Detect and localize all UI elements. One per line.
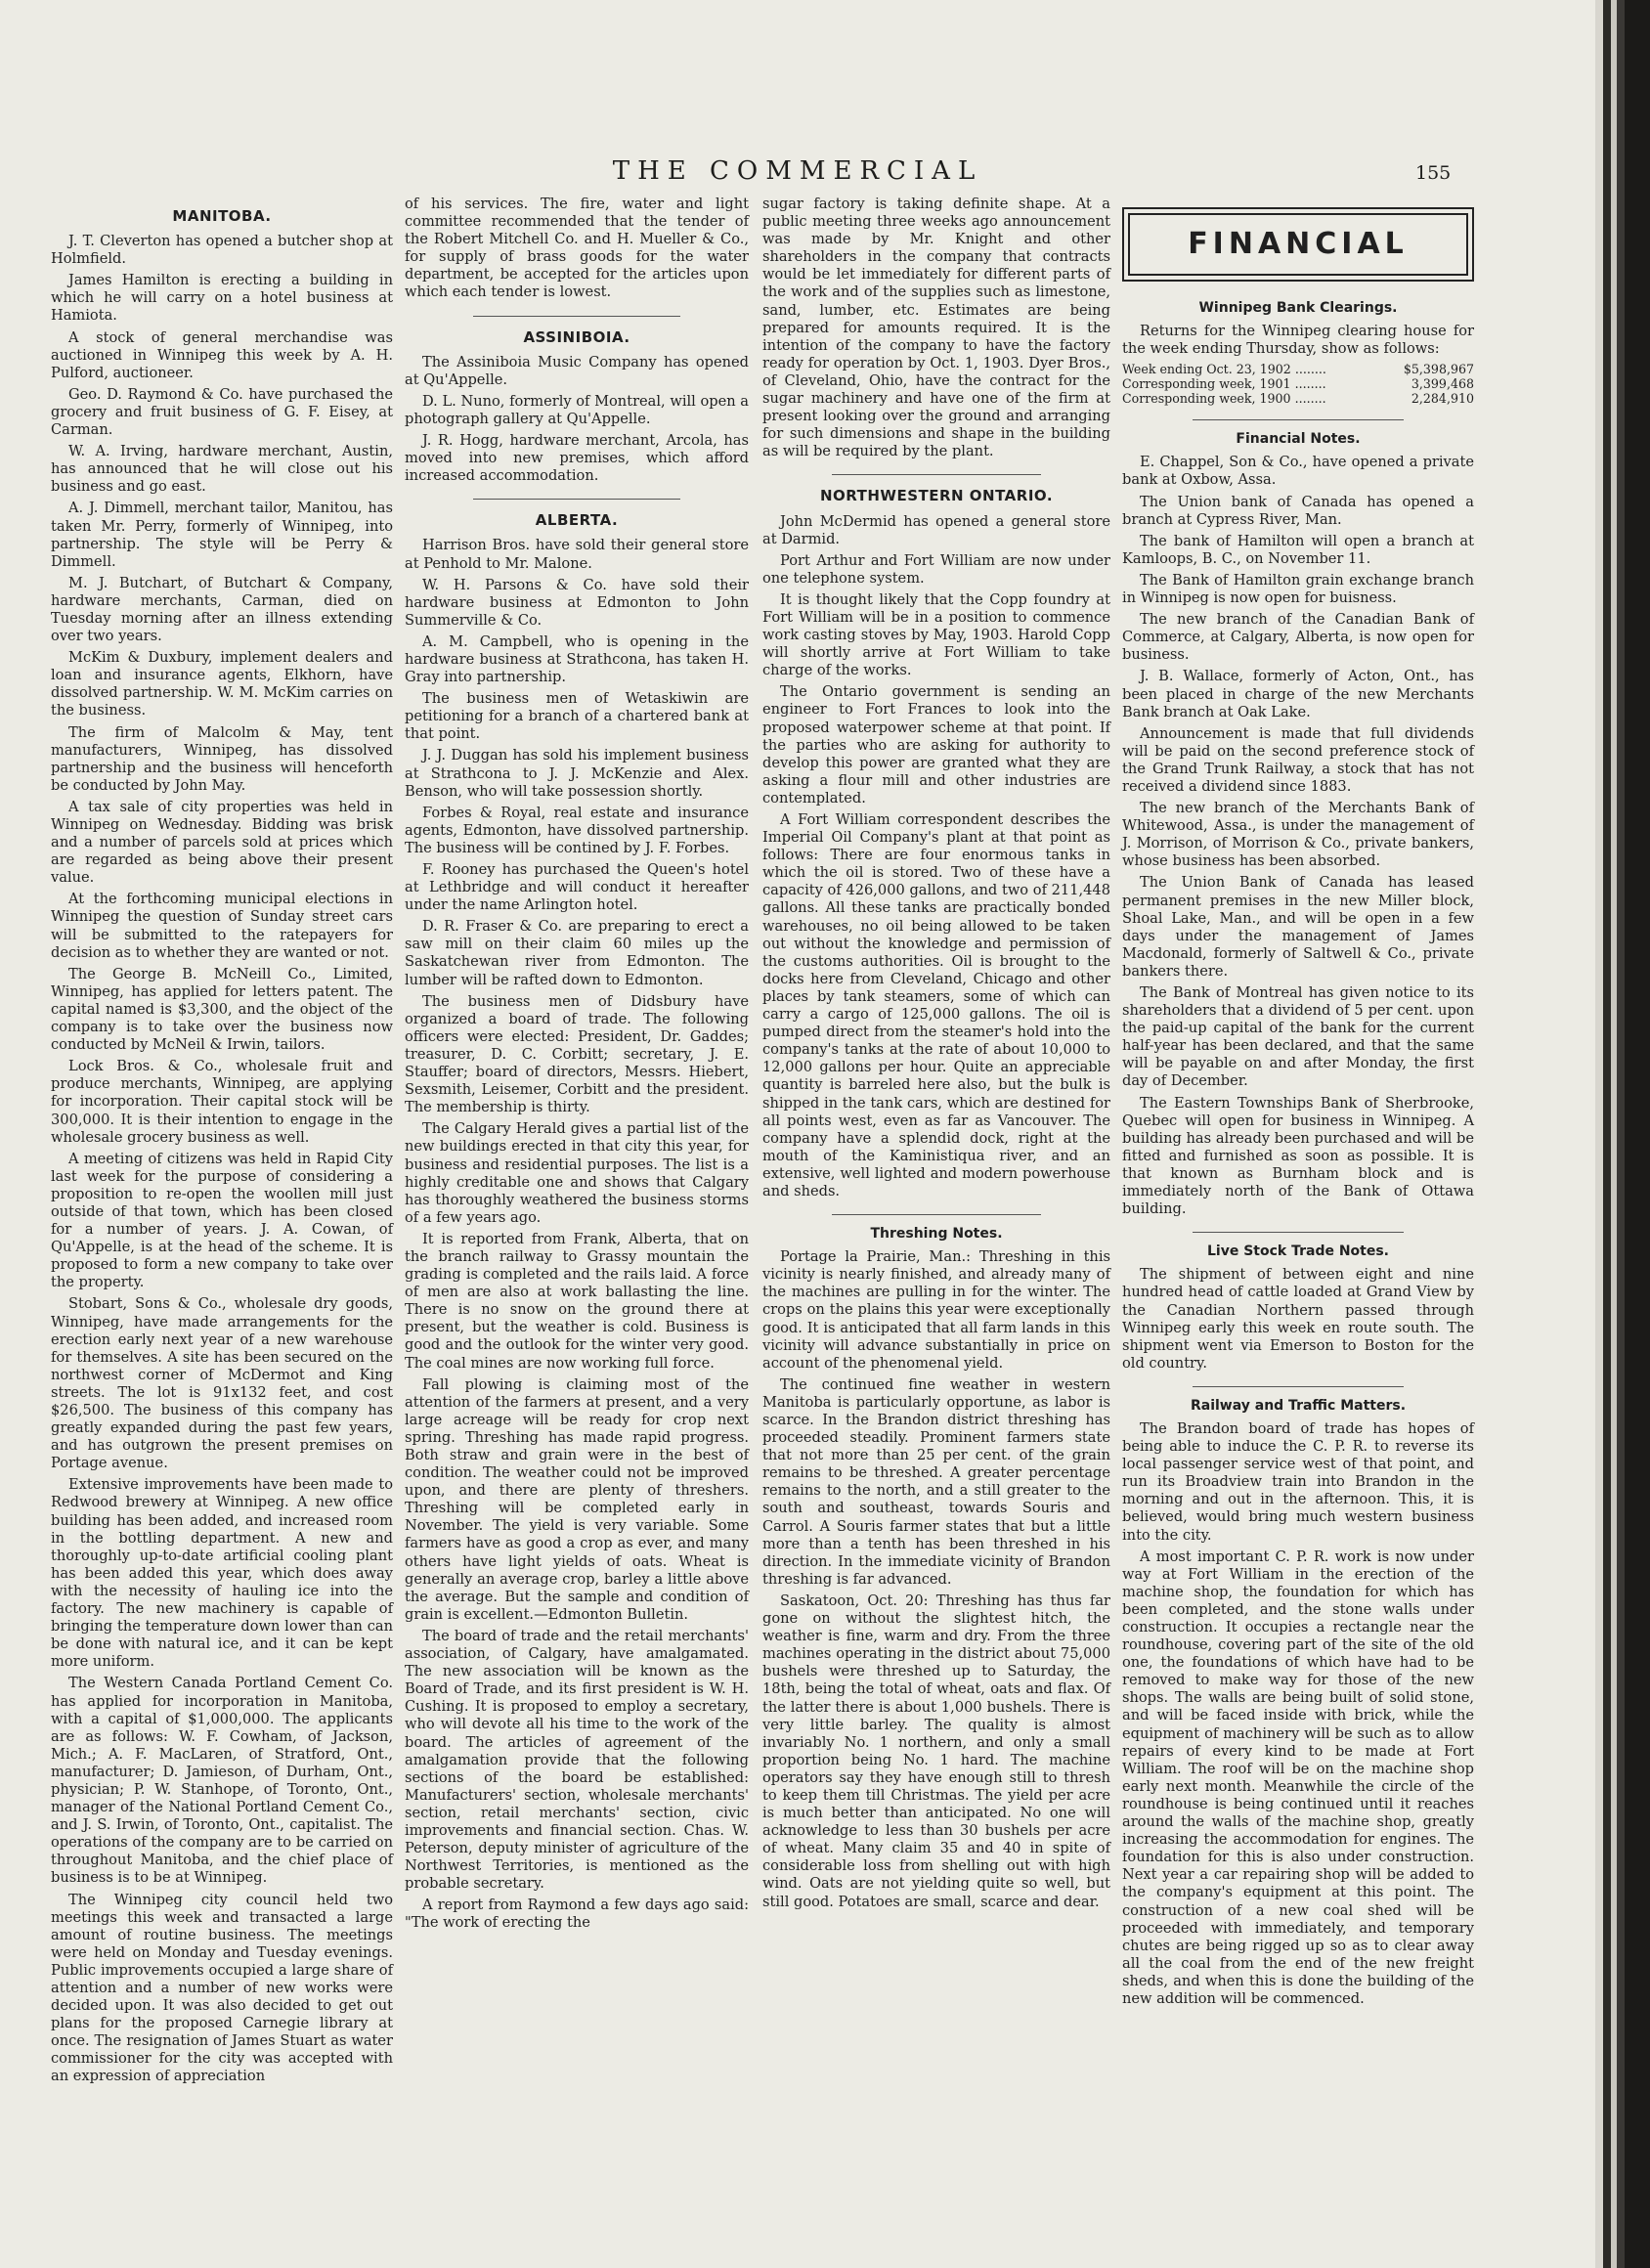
- article-paragraph: E. Chappel, Son & Co., have opened a private bank at Oxbow, Assa.: [1122, 454, 1474, 489]
- clearings-table: [1122, 362, 1474, 406]
- section-heading-bank-clearings: Winnipeg Bank Clearings.: [1198, 300, 1398, 316]
- article-paragraph: The firm of Malcolm & May, tent manufacturers, Winnipeg, has dissolved partnership and the business will henceforth be conducted by John May.: [51, 723, 393, 794]
- article-paragraph: The Ontario government is sending an engineer to Fort Frances to look into the proposed waterpower scheme at that point. If the parties who are asking for authority to develop this power are granted what they are asking a flour mill and other industries are contemplated.: [762, 683, 1110, 807]
- section-divider: [473, 499, 679, 500]
- clearings-row: [1122, 362, 1474, 376]
- section-heading-railway: Railway and Traffic Matters.: [1190, 1397, 1407, 1414]
- article-paragraph: The business men of Wetaskiwin are petitioning for a branch of a chartered bank at that point.: [405, 690, 749, 743]
- article-paragraph: A. J. Dimmell, merchant tailor, Manitou, has taken Mr. Perry, formerly of Winnipeg, into partnership. The style will be Perry & Dimmell.: [51, 500, 393, 570]
- article-paragraph: A tax sale of city properties was held in Winnipeg on Wednesday. Bidding was brisk and a number of parcels sold at prices which are regarded as being above their present value.: [51, 798, 393, 887]
- section-heading-threshing-notes: Threshing Notes.: [870, 1226, 1003, 1243]
- section-divider: [473, 316, 679, 317]
- assiniboia-articles: [405, 354, 749, 486]
- section-divider: [1193, 1232, 1404, 1233]
- article-paragraph: The Bank of Hamilton grain exchange branch in Winnipeg is now open for buisness.: [1122, 571, 1474, 607]
- clearings-period: Corresponding week, 1901 ........: [1122, 376, 1326, 392]
- article-paragraph: The Calgary Herald gives a partial list of the new buildings erected in that city this year, for business and residential purposes. The list is a highly creditable one and shows that Calgary has thoroughly weathered the business storms of a few years ago.: [405, 1120, 749, 1226]
- page-header-title: THE COMMERCIAL: [612, 156, 983, 186]
- article-paragraph: J. J. Duggan has sold his implement business at Strathcona to J. J. McKenzie and Alex. Benson, who will take possession shortly.: [405, 747, 749, 800]
- article-paragraph: The shipment of between eight and nine hundred head of cattle loaded at Grand View by the Canadian Northern passed through Winnipeg early this week en route south. The shipment went via Emerson to Boston for the old country.: [1122, 1266, 1474, 1372]
- column-1: [51, 196, 393, 2090]
- article-paragraph: F. Rooney has purchased the Queen's hotel at Lethbridge and will conduct it hereafter under the name Arlington hotel.: [405, 861, 749, 914]
- article-paragraph: The Brandon board of trade has hopes of being able to induce the C. P. R. to reverse its local passenger service west of that point, and run its Broadview train into Brandon in the morning and out in the afternoon. This, it is believed, would bring much western business into the city.: [1122, 1419, 1474, 1544]
- section-heading-financial-notes: Financial Notes.: [1236, 431, 1361, 448]
- article-paragraph: The Winnipeg city council held two meetings this week and transacted a large amount of routine business. The meetings were held on Monday and Tuesday evenings. Public improvements occupied a large share of attention and a number of new works were decided upon. It was also decided to get out plans for the proposed Carnegie library at once. The resignation of James Stuart as water commissioner for the city was accepted with an expression of appreciation: [51, 1891, 393, 2085]
- article-paragraph: The George B. McNeill Co., Limited, Winnipeg, has applied for letters patent. The capital named is $3,300, and the object of the company is to take over the business now conducted by McNeil & Irwin, tailors.: [51, 965, 393, 1054]
- threshing-articles: [762, 1248, 1110, 1910]
- article-paragraph: At the forthcoming municipal elections in Winnipeg the question of Sunday street cars will be submitted to the ratepayers for decision as to whether they are wanted or not.: [51, 891, 393, 961]
- clearings-period: Week ending Oct. 23, 1902 ........: [1122, 362, 1326, 377]
- financial-notes-articles: [1122, 454, 1474, 1218]
- page-number: 155: [1415, 162, 1452, 184]
- clearings-amount: $5,398,967: [1403, 362, 1474, 377]
- northwestern-ontario-articles: [762, 513, 1110, 1201]
- column-2: [405, 196, 749, 1937]
- article-paragraph: Stobart, Sons & Co., wholesale dry goods, Winnipeg, have made arrangements for the erection early next year of a new warehouse for themselves. A site has been secured on the northwest corner of McDermot and King streets. The lot is 91x132 feet, and cost $26,500. The business of this company has greatly expanded during the past few years, and has outgrown the present premises on Portage avenue.: [51, 1295, 393, 1472]
- article-paragraph: J. T. Cleverton has opened a butcher shop at Holmfield.: [51, 233, 393, 268]
- section-divider: [1193, 419, 1404, 420]
- article-paragraph: The Bank of Montreal has given notice to its shareholders that a dividend of 5 per cent. upon the paid-up capital of the bank for the current half-year has been declared, and that the same will be payable on and after Monday, the first day of December.: [1122, 984, 1474, 1090]
- article-paragraph: James Hamilton is erecting a building in which he will carry on a hotel business at Hamiota.: [51, 272, 393, 325]
- article-paragraph: A Fort William correspondent describes the Imperial Oil Company's plant at that point as follows: There are four enormous tanks in which the oil is stored. Two of these have a capacity of 426,000 gallons, and two of 211,448 gallons. All these tanks are practically bonded warehouses, no oil being allowed to be taken out without the knowledge and permission of the customs authorities. Oil is brought to the docks here from Cleveland, Chicago and other places by tank steamers, some of which can carry a cargo of 125,000 gallons. The oil is pumped direct from the steamer's hold into the company's tanks at the rate of about 10,000 to 12,000 gallons per hour. Quite an appreciable quantity is barreled here also, but the bulk is shipped in the tank cars, which are destined for all points west, even as far as Vancouver. The company have a splendid dock, right at the mouth of the Kaministiqua river, and an extensive, well lighted and modern powerhouse and sheds.: [762, 811, 1110, 1199]
- article-paragraph: The Assiniboia Music Company has opened at Qu'Appelle.: [405, 353, 749, 388]
- article-paragraph: The continued fine weather in western Manitoba is particularly opportune, as labor is scarce. In the Brandon district threshing has proceeded steadily. Prominent farmers state that not more than 25 per cent. of the grain remains to be threshed. A greater percentage remains to the north, and a still greater to the south and southeast, towards Souris and Carrol. A Souris farmer states that but a little more than a tenth has been threshed in his direction. In the immediate vicinity of Brandon threshing is far advanced.: [762, 1375, 1110, 1588]
- column-4: [1122, 196, 1474, 2012]
- article-paragraph: Forbes & Royal, real estate and insurance agents, Edmonton, have dissolved partnership. The business will be contined by J. F. Forbes.: [405, 804, 749, 856]
- article-paragraph: J. B. Wallace, formerly of Acton, Ont., has been placed in charge of the new Merchants Bank branch at Oak Lake.: [1122, 668, 1474, 720]
- article-paragraph: Fall plowing is claiming most of the attention of the farmers at present, and a very large acreage will be ready for crop next spring. Threshing has made rapid progress. Both straw and grain were in the best of condition. The weather could not be improved upon, and there are plenty of threshers. Threshing will be completed early in November. The yield is very variable. Some farmers have as good a crop as ever, and many others have light yields of oats. Wheat is generally an average crop, barley a little above the average. But the sample and condition of grain is excellent.—Edmonton Bulletin.: [405, 1375, 749, 1623]
- section-divider: [832, 474, 1041, 475]
- article-paragraph: Harrison Bros. have sold their general store at Penhold to Mr. Malone.: [405, 537, 749, 572]
- clearings-period: Corresponding week, 1900 ........: [1122, 391, 1326, 407]
- article-paragraph: A most important C. P. R. work is now under way at Fort William in the erection of the machine shop, the foundation for which has been completed, and the stone walls under construction. It occupies a rectangle near the roundhouse, covering part of the site of the old one, the foundations of which have had to be removed to make way for those of the new shops. The walls are being built of solid stone, and will be faced inside with brick, while the equipment of machinery will be such as to allow repairs of every kind to be made at Fort William. The roof will be on the machine shop early next month. Meanwhile the circle of the roundhouse is being continued until it reaches around the walls of the machine shop, greatly increasing the accommodation for engines. The foundation for this is also under construction. Next year a car repairing shop will be added to the company's equipment at this point. The construction of a new coal shed will be proceeded with immediately, and temporary chutes are being rigged up so as to clear away all the coal from the end of the new freight sheds, and when this is done the building of the new addition will be commenced.: [1122, 1548, 1474, 2007]
- article-paragraph: D. R. Fraser & Co. are preparing to erect a saw mill on their claim 60 miles up the Saskatchewan river from Edmonton. The lumber will be rafted down to Edmonton.: [405, 918, 749, 988]
- article-paragraph: A report from Raymond a few days ago said: "The work of erecting the: [405, 1897, 749, 1932]
- section-heading-northwestern-ontario: NORTHWESTERN ONTARIO.: [819, 487, 1054, 505]
- article-paragraph: John McDermid has opened a general store at Darmid.: [762, 512, 1110, 547]
- alberta-articles: [405, 537, 749, 1932]
- article-paragraph: A stock of general merchandise was auctioned in Winnipeg this week by A. H. Pulford, auctioneer.: [51, 328, 393, 381]
- article-paragraph: Lock Bros. & Co., wholesale fruit and produce merchants, Winnipeg, are applying for incorporation. Their capital stock will be 300,000. It is their intention to engage in the wholesale grocery business as well.: [51, 1058, 393, 1146]
- section-heading-manitoba: MANITOBA.: [172, 207, 272, 225]
- article-paragraph: Geo. D. Raymond & Co. have purchased the grocery and fruit business of G. F. Eisey, at Carman.: [51, 385, 393, 439]
- section-divider: [832, 1214, 1041, 1215]
- section-heading-assiniboia: ASSINIBOIA.: [523, 327, 630, 346]
- clearings-amount: 3,399,468: [1411, 376, 1474, 392]
- article-paragraph: W. H. Parsons & Co. have sold their hardware business at Edmonton to John Summerville & Co.: [405, 576, 749, 629]
- financial-banner: [1122, 207, 1474, 282]
- clearings-row: [1122, 391, 1474, 406]
- article-paragraph: A meeting of citizens was held in Rapid City last week for the purpose of considering a proposition to re-open the woollen mill just outside of that town, which has been closed for a number of years. J. A. Cowan, of Qu'Appelle, is at the head of the scheme. It is proposed to form a new company to take over the property.: [51, 1150, 393, 1291]
- clearings-intro: Returns for the Winnipeg clearing house for the week ending Thursday, show as follows:: [1122, 323, 1474, 358]
- section-heading-live-stock: Live Stock Trade Notes.: [1206, 1243, 1390, 1260]
- column-3: [762, 196, 1110, 1915]
- article-paragraph: D. L. Nuno, formerly of Montreal, will open a photograph gallery at Qu'Appelle.: [405, 392, 749, 427]
- article-paragraph: The Union bank of Canada has opened a branch at Cypress River, Man.: [1122, 493, 1474, 528]
- article-paragraph: McKim & Duxbury, implement dealers and loan and insurance agents, Elkhorn, have dissolved partnership. W. M. McKim carries on the business.: [51, 649, 393, 720]
- railway-articles: [1122, 1420, 1474, 2008]
- live-stock-articles: [1122, 1266, 1474, 1373]
- article-paragraph: Announcement is made that full dividends will be paid on the second preference stock of the Grand Trunk Railway, a stock that has not received a dividend since 1883.: [1122, 724, 1474, 795]
- article-paragraph: A. M. Campbell, who is opening in the hardware business at Strathcona, has taken H. Gray into partnership.: [405, 632, 749, 686]
- article-paragraph: The Union Bank of Canada has leased permanent premises in the new Miller block, Shoal Lake, Man., and will be open in a few days under the management of James Macdonald, formerly of Saltwell & Co., private bankers there.: [1122, 874, 1474, 980]
- article-paragraph: The Eastern Townships Bank of Sherbrooke, Quebec will open for business in Winnipeg. A building has already been purchased and will be fitted and furnished as soon as possible. It is that known as Burnham block and is immediately north of the Bank of Ottawa building.: [1122, 1094, 1474, 1218]
- article-paragraph: The business men of Didsbury have organized a board of trade. The following officers were elected: President, Dr. Gaddes; treasurer, D. C. Corbitt; secretary, J. E. Stauffer; board of directors, Messrs. Hiebert, Sexsmith, Leisemer, Corbitt and the president. The membership is thirty.: [405, 992, 749, 1116]
- article-paragraph: Saskatoon, Oct. 20: Threshing has thus far gone on without the slightest hitch, the weather is fine, warm and dry. From the three machines operating in the district about 75,000 bushels were threshed up to Saturday, the 18th, being the total of wheat, oats and flax. Of the latter there is about 1,000 bushels. There is very little barley. The quality is almost invariably No. 1 northern, and only a small proportion being No. 1 hard. The machine operators say they have enough still to thresh to keep them till Christmas. The yield per acre is much better than anticipated. No one will acknowledge to less than 30 bushels per acre of wheat. Many claim 35 and 40 in spite of considerable loss from shelling out with high wind. Oats are not yielding quite so well, but still good. Potatoes are small, scarce and dear.: [762, 1592, 1110, 1910]
- continued-article: of his services. The fire, water and light committee recommended that the tender of the Robert Mitchell Co. and H. Mueller & Co., for supply of brass goods for the water department, be accepted for the articles upon which each tender is lowest.: [405, 196, 749, 301]
- article-paragraph: Extensive improvements have been made to Redwood brewery at Winnipeg. A new office building has been added, and increased room in the bottling department. A new and thoroughly up-to-date artificial cooling plant has been added this year, which does away with the necessity of hauling ice into the factory. The new machinery is capable of bringing the temperature down lower than can be done with natural ice, and it can be kept more uniform.: [51, 1476, 393, 1671]
- article-paragraph: The new branch of the Merchants Bank of Whitewood, Assa., is under the management of J. Morrison, of Morrison & Co., private bankers, whose business has been absorbed.: [1122, 800, 1474, 870]
- article-paragraph: The Western Canada Portland Cement Co. has applied for incorporation in Manitoba, with a capital of $1,000,000. The applicants are as follows: W. F. Cowham, of Jackson, Mich.; A. F. MacLaren, of Stratford, Ont., manufacturer; D. Jamieson, of Durham, Ont., physician; P. W. Stanhope, of Toronto, Ont., manager of the National Portland Cement Co., and J. S. Irwin, of Toronto, Ont., capitalist. The operations of the company are to be carried on throughout Manitoba, and the chief place of business is to be at Winnipeg.: [51, 1675, 393, 1887]
- article-paragraph: W. A. Irving, hardware merchant, Austin, has announced that he will close out his business and go east.: [51, 443, 393, 496]
- article-paragraph: J. R. Hogg, hardware merchant, Arcola, has moved into new premises, which afford increased accommodation.: [405, 432, 749, 485]
- financial-banner-title: FINANCIAL: [1128, 213, 1468, 276]
- clearings-row: [1122, 376, 1474, 391]
- article-paragraph: It is reported from Frank, Alberta, that on the branch railway to Grassy mountain the grading is completed and the rails laid. A force of men are also at work ballasting the line. There is no snow on the ground there at present, but the weather is cold. Business is good and the outlook for the winter very good. The coal mines are now working full force.: [405, 1230, 749, 1372]
- clearings-amount: 2,284,910: [1411, 391, 1474, 407]
- section-divider: [1193, 1386, 1404, 1387]
- continued-article: sugar factory is taking definite shape. At a public meeting three weeks ago announcement was made by Mr. Knight and other shareholders in the company that contracts would be let immediately for different parts of the work and of the supplies such as limestone, sand, lumber, etc. Estimates are being prepared for amounts required. It is the intention of the company to have the factory ready for operation by Oct. 1, 1903. Dyer Bros., of Cleveland, Ohio, have the contract for the sugar machinery and have one of the firm at present looking over the ground and arranging for such dimensions and shape in the building as will be required by the plant.: [762, 196, 1110, 460]
- book-page-edge: [1595, 0, 1650, 2268]
- article-paragraph: M. J. Butchart, of Butchart & Company, hardware merchants, Carman, died on Tuesday morning after an illness extending over two years.: [51, 574, 393, 645]
- section-heading-alberta: ALBERTA.: [535, 511, 619, 530]
- article-paragraph: Port Arthur and Fort William are now under one telephone system.: [762, 551, 1110, 587]
- article-paragraph: It is thought likely that the Copp foundry at Fort William will be in a position to commence work casting stoves by May, 1903. Harold Copp will shortly arrive at Fort William to take charge of the works.: [762, 590, 1110, 679]
- manitoba-articles: [51, 233, 393, 2085]
- article-paragraph: The board of trade and the retail merchants' association, of Calgary, have amalgamated. The new association will be known as the Board of Trade, and its first president is W. H. Cushing. It is proposed to employ a secretary, who will devote all his time to the work of the board. The articles of agreement of the amalgamation provide that the following sections of the board be established: Manufacturers' section, wholesale merchants' section, retail merchants' section, civic improvements and financial section. Chas. W. Peterson, deputy minister of agriculture of the Northwest Territories, is mentioned as the probable secretary.: [405, 1627, 749, 1893]
- article-paragraph: The bank of Hamilton will open a branch at Kamloops, B. C., on November 11.: [1122, 532, 1474, 567]
- article-paragraph: The new branch of the Canadian Bank of Commerce, at Calgary, Alberta, is now open for business.: [1122, 611, 1474, 664]
- article-paragraph: Portage la Prairie, Man.: Threshing in this vicinity is nearly finished, and already many of the machines are pulling in for the winter. The crops on the plains this year were exceptionally good. It is anticipated that all farm lands in this vicinity will advance substantially in price on account of the phenomenal yield.: [762, 1248, 1110, 1372]
